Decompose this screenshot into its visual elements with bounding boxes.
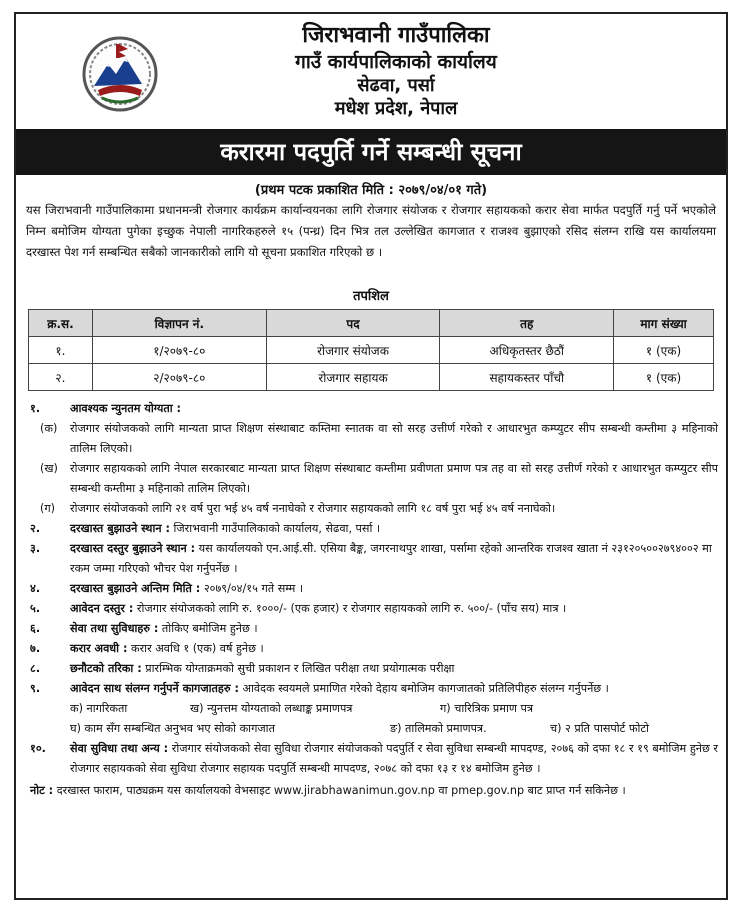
notice-page — [14, 12, 728, 900]
section-label: सेवा सुविधा तथा अन्य : — [70, 742, 169, 755]
section-text: रोजगार संयोजकको लागि रु. १०००/- (एक हजार) र रोजगार सहायकको लागि रु. ५००/- (पाँच सय) मात्र । — [136, 602, 567, 615]
section-text: रोजगार संयोजकको सेवा सुविधा रोजगार संयोजकको पदपुर्ति र सेवा सुविधा सम्बन्धी मापदण्ड, २०७६ को दफा १८ र १९ बमोजिम हुनेछ र रोजगार सहायकको सेवा सुविधा रोजगार सहायक पदपुर्ति सम्बन्धी मापदण्ड, २०७८ को दफा १३ र १४ बमोजिम हुनेछ । — [70, 742, 719, 775]
office-province: मधेश प्रदेश, नेपाल — [334, 98, 458, 119]
section-label: दरखास्त बुझाउने अन्तिम मिति : — [70, 582, 201, 595]
note-label: नोट : — [30, 784, 54, 797]
section-number: ६. — [30, 622, 41, 635]
section-facilities — [26, 619, 718, 639]
municipality-name: जिराभवानी गाउँपालिका — [302, 23, 490, 48]
document-list — [26, 719, 718, 739]
office-name-lines — [196, 22, 596, 120]
section-number: ९. — [30, 682, 41, 695]
section-service-benefits — [26, 739, 718, 779]
item-text: रोजगार संयोजकको लागि मान्यता प्राप्त शिक्षण संस्थाबाट कम्तिमा स्नातक वा सो सरह उत्तीर्ण गरेको र आधारभुत कम्प्युटर सीप सम्बन्धी कम्तीमा ३ महिनाको तालिम लिएको। — [70, 422, 718, 455]
table-cell: २/२०७९-८० — [92, 364, 266, 391]
notice-title-banner: करारमा पदपुर्ति गर्ने सम्बन्धी सूचना — [16, 129, 726, 175]
details-heading: तपशिल — [353, 289, 389, 304]
table-cell: रोजगार सहायक — [266, 364, 440, 391]
section-label: दरखास्त बुझाउने स्थान : — [70, 522, 170, 535]
list-item: ङ) तालिमको प्रमाणपत्र. — [390, 722, 487, 735]
list-item: क) नागरिकता — [70, 702, 128, 715]
section-required-documents — [26, 679, 718, 699]
qualification-item — [26, 499, 718, 519]
section-contract-period — [26, 639, 718, 659]
list-item: च) २ प्रति पासपोर्ट फोटो — [550, 722, 649, 735]
table-row — [29, 364, 714, 391]
item-marker: (ग) — [40, 502, 56, 515]
section-text: प्रारम्भिक योग्ताक्रमको सुची प्रकाशन र लिखित परीक्षा तथा प्रयोगात्मक परीक्षा — [145, 662, 455, 675]
office-header — [16, 14, 726, 124]
section-submission-place — [26, 519, 718, 539]
qualification-item — [26, 459, 718, 499]
section-text: २०७९/०४/१५ गते सम्म । — [203, 582, 304, 595]
section-number: १. — [30, 402, 41, 415]
table-header-cell: क्र.स. — [29, 310, 93, 337]
table-cell: सहायकस्तर पाँचौ — [440, 364, 614, 391]
item-marker: (क) — [40, 422, 58, 435]
section-number: १०. — [30, 742, 46, 755]
table-header-cell: तह — [440, 310, 614, 337]
section-number: ७. — [30, 642, 41, 655]
section-text: करार अवधि १ (एक) वर्ष हुनेछ । — [131, 642, 264, 655]
section-text: तोकिए बमोजिम हुनेछ । — [161, 622, 258, 635]
section-label: आवेदन साथ संलग्न गर्नुपर्ने कागजातहरु : — [70, 682, 239, 695]
table-cell: १/२०७९-८० — [92, 337, 266, 364]
note-text: दरखास्त फाराम, पाठ्यक्रम यस कार्यालयको वेभसाइट www.jirabhawanimun.gov.np वा pmep.gov.np बाट प्राप्त गर्न सकिनेछ । — [56, 784, 626, 797]
table-header-cell: विज्ञापन नं. — [92, 310, 266, 337]
section-label: आवश्यक न्युनतम योग्यता : — [70, 402, 182, 415]
notice-sections — [26, 399, 718, 801]
section-label: करार अवधी : — [70, 642, 128, 655]
published-date: (प्रथम पटक प्रकाशित मिति : २०७९/०४/०१ गते) — [254, 183, 488, 198]
note — [26, 781, 718, 801]
table-header-cell: पद — [266, 310, 440, 337]
section-selection-method — [26, 659, 718, 679]
section-number: ४. — [30, 582, 41, 595]
section-label: सेवा तथा सुविधाहरु : — [70, 622, 159, 635]
section-number: २. — [30, 522, 41, 535]
item-text: रोजगार सहायकको लागि नेपाल सरकारबाट मान्यता प्राप्त शिक्षण संस्थाबाट कम्तीमा प्रवीणता प्रमाण पत्र तह वा सो सरह उत्तीर्ण गरेको र आधारभुत कम्प्युटर सीप सम्बन्धी कम्तीमा ३ महिनाको तालिम लिएको। — [70, 462, 718, 495]
section-text: जिराभवानी गाउँपालिकाको कार्यालय, सेढवा, पर्सा । — [173, 522, 381, 535]
section-fee-place — [26, 539, 718, 579]
item-marker: (ख) — [40, 462, 58, 475]
section-label: छनौटको तरिका : — [70, 662, 142, 675]
table-header-cell: माग संख्या — [614, 310, 714, 337]
document-list — [26, 699, 718, 719]
section-number: ८. — [30, 662, 41, 675]
section-number: ५. — [30, 602, 41, 615]
section-deadline — [26, 579, 718, 599]
office-name: गाउँ कार्यपालिकाको कार्यालय — [295, 51, 497, 73]
list-item: ग) चारित्रिक प्रमाण पत्र — [440, 702, 534, 715]
section-text: आवेदक स्वयमले प्रमाणित गरेको देहाय बमोजिम कागजातको प्रतिलिपीहरु संलग्न गर्नुपर्नेछ । — [242, 682, 609, 695]
table-cell: अधिकृतस्तर छैठौं — [440, 337, 614, 364]
government-emblem-icon — [80, 34, 160, 114]
section-application-fee — [26, 599, 718, 619]
section-text: यस कार्यालयको एन.आई.सी. एसिया बैङ्क, जगरनाथपुर शाखा, पर्सामा रहेको आन्तरिक राजश्व खाता नं २३१२०५००२७९४००२ मा रकम जम्मा गरिएको भौचर पेश गर्नुपर्नेछ । — [70, 542, 712, 575]
section-number: ३. — [30, 542, 41, 555]
table-cell: २. — [29, 364, 93, 391]
table-row — [29, 337, 714, 364]
table-cell: १. — [29, 337, 93, 364]
qualification-item — [26, 419, 718, 459]
office-location: सेढवा, पर्सा — [357, 75, 435, 96]
section-qualification — [26, 399, 718, 419]
section-label: आवेदन दस्तुर : — [70, 602, 134, 615]
list-item: ख) न्युनत्तम योग्यताको लब्धाङ्क प्रमाणपत्र — [190, 702, 353, 715]
table-cell: १ (एक) — [614, 337, 714, 364]
table-cell: १ (एक) — [614, 364, 714, 391]
section-label: दरखास्त दस्तुर बुझाउने स्थान : — [70, 542, 196, 555]
intro-paragraph: यस जिराभवानी गाउँपालिकामा प्रधानमन्त्री रोजगार कार्यक्रम कार्यान्वयनका लागि रोजगार संयोजक र रोजगार सहायकको करार सेवा मार्फत पदपुर्ति गर्नु पर्ने भएकोले निम्न बमोजिम योग्यता पुगेका इच्छुक नेपाली नागरिकहरुले १५ (पन्ध्र) दिन भित्र तल उल्लेखित कागजात र राजश्व बुझाएको रसिद संलग्न राखि यस कार्यालयमा दरखास्त पेश गर्न सम्बन्धित सबैको जानकारीको लागि यो सूचना प्रकाशित गरिएको छ । — [26, 203, 716, 259]
vacancy-table — [28, 309, 714, 391]
list-item: घ) काम सँग सम्बन्धित अनुभव भए सोको कागजात — [70, 722, 275, 735]
table-header-row — [29, 310, 714, 337]
table-cell: रोजगार संयोजक — [266, 337, 440, 364]
item-text: रोजगार संयोजकको लागि २१ वर्ष पुरा भई ४५ वर्ष ननाघेको र रोजगार सहायकको लागि १८ वर्ष पुरा भई ४५ वर्ष ननाघेको। — [70, 502, 556, 515]
